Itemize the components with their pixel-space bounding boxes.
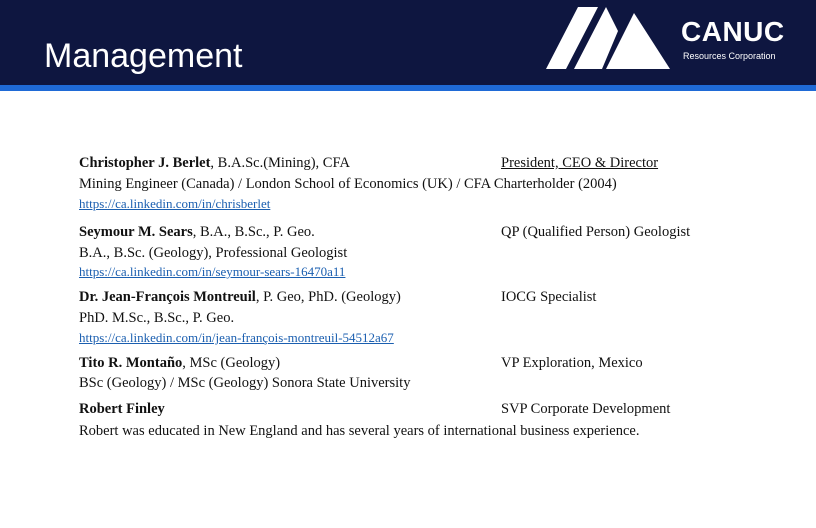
- person-2-heading: [79, 223, 315, 241]
- person-3-detail: PhD. M.Sc., B.Sc., P. Geo.: [79, 310, 235, 326]
- person-2-credentials: , B.A., B.Sc., P. Geo.: [192, 224, 315, 240]
- person-1-linkedin-link[interactable]: https://ca.linkedin.com/in/chrisberlet: [79, 196, 271, 211]
- person-2-linkedin-link[interactable]: https://ca.linkedin.com/in/seymour-sears-16470a11: [79, 264, 346, 279]
- person-1-credentials: , B.A.Sc.(Mining), CFA: [210, 155, 350, 171]
- header-accent-stripe: [0, 85, 816, 91]
- person-5-role: SVP Corporate Development: [501, 401, 671, 417]
- person-5-detail: Robert was educated in New England and has several years of international business experience.: [79, 423, 640, 439]
- person-1-role: President, CEO & Director: [501, 155, 659, 171]
- person-4-name: Tito R. Montaño: [79, 355, 183, 371]
- person-5-heading: [79, 400, 165, 418]
- person-4-heading: [79, 354, 280, 372]
- person-2-role: QP (Qualified Person) Geologist: [501, 224, 691, 240]
- person-4-role: VP Exploration, Mexico: [501, 355, 643, 371]
- logo-subtitle: Resources Corporation: [683, 51, 776, 61]
- person-4-credentials: , MSc (Geology): [182, 355, 281, 371]
- person-3-role: IOCG Specialist: [501, 289, 597, 305]
- canuc-logo-icon: [546, 7, 672, 69]
- slide-title: Management: [44, 37, 243, 75]
- person-5-name: Robert Finley: [79, 401, 165, 417]
- person-2-name: Seymour M. Sears: [79, 224, 193, 240]
- logo-wordmark: CANUC: [681, 16, 785, 47]
- person-4-detail: BSc (Geology) / MSc (Geology) Sonora State University: [79, 375, 411, 391]
- person-3-heading: [79, 288, 401, 306]
- person-1-detail: Mining Engineer (Canada) / London School of Economics (UK) / CFA Charterholder (2004): [79, 176, 617, 192]
- person-3-linkedin-link[interactable]: https://ca.linkedin.com/in/jean-françois-montreuil-54512a67: [79, 330, 394, 345]
- person-2-detail: B.A., B.Sc. (Geology), Professional Geologist: [79, 245, 348, 261]
- person-3-name: Dr. Jean-François Montreuil: [79, 289, 256, 305]
- person-1-heading: [79, 154, 350, 172]
- person-1-name: Christopher J. Berlet: [79, 155, 211, 171]
- person-3-credentials: , P. Geo, PhD. (Geology): [255, 289, 401, 305]
